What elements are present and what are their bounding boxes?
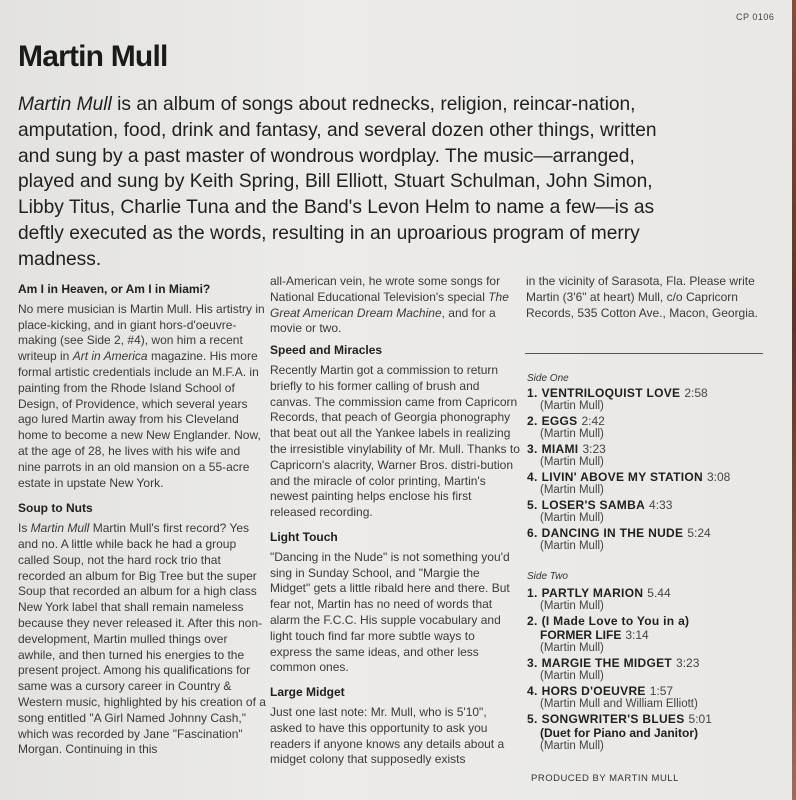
track-number: 4. xyxy=(527,470,538,484)
liner-notes-column-3 xyxy=(526,274,776,321)
intro-album-name: Martin Mull xyxy=(18,94,112,115)
track-item xyxy=(527,586,712,613)
track-item xyxy=(527,526,730,553)
track-subtitle xyxy=(527,628,712,642)
producer-credit: PRODUCED BY MARTIN MULL xyxy=(531,773,679,784)
track-number: 3. xyxy=(527,442,538,456)
paragraph-continued xyxy=(270,274,520,337)
track-title: MIAMI xyxy=(541,442,579,456)
text-span: Martin Mull's first record? Yes and no. A little while back he had a group called Soup, not the hard rock trio that recorded an album for Big Tree but the super Soup that recorded an album for a high class New York label that shall remain nameless because they never released it. After this non-development, Martin mulled things over awhile, and then turned his energies to the present project. Among his qualifications for same was a cursory career in Country & Western music, highlighted by his creation of a song entitled "A Girl Named Johnny Cash," which was recorded by Jane "Fascination" Morgan. Continuing in this xyxy=(18,521,266,757)
text-span: all-American vein, he wrote some songs for National Educational Television's special xyxy=(270,274,501,304)
track-credit: (Martin Mull) xyxy=(540,428,604,440)
paragraph-large-midget: Just one last note: Mr. Mull, who is 5'10", asked to have this opportunity to ask you readers if anyone knows any details about a midget colony that supposedly exists xyxy=(270,704,505,767)
track-duration: 2:58 xyxy=(684,386,708,400)
track-credit: (Martin Mull) xyxy=(540,670,604,682)
album-title: Martin Mull xyxy=(18,40,168,73)
track-item xyxy=(527,498,730,525)
paragraph-bio xyxy=(18,302,266,492)
track-item xyxy=(527,614,712,655)
heading-light-touch: Light Touch xyxy=(270,529,338,544)
track-credit: (Martin Mull) xyxy=(540,400,604,412)
paragraph-light-touch: "Dancing in the Nude" is not something you'd sing in Sunday School, and "Margie the Midget" gets a little ribald here and there. But fear not, Martin has no need of words that alarm the F.C.C. His supple vocabulary and light touch find far more subtle ways to express the same ideas, and other less common ones. xyxy=(270,549,510,675)
paragraph-address: in the vicinity of Sarasota, Fla. Please write Martin (3'6" at heart) Mull, c/o Capricorn Records, 535 Cotton Ave., Macon, Georgia. xyxy=(526,274,758,320)
intro-text: is an album of songs about rednecks, religion, reincar-nation, amputation, food, drink and fantasy, and several dozen other things, written and sung by a past master of wondrous wordplay. The music—arranged, played and sung by Keith Spring, Bill Elliott, Stuart Schulman, John Simon, Libby Titus, Charlie Tuna and the Band's Levon Helm to name a few—is as deftly executed as the words, resulting in an uproarious program of merry madness. xyxy=(18,94,657,270)
heading-heaven-miami: Am I in Heaven, or Am I in Miami? xyxy=(18,282,211,296)
track-title: SONGWRITER'S BLUES xyxy=(541,712,685,726)
track-duration: 2:42 xyxy=(581,414,605,428)
track-credit: (Martin Mull) xyxy=(540,740,604,752)
paragraph-commission: Recently Martin got a commission to return briefly to his former calling of brush and canvas. The commission came from Capricorn Records, that peach of Georgia phonography that beat out all the Yankee labels in realizing the irresistible vinylability of Mr. Mull. Thanks to Capricorn's alacrity, Warner Bros. distri-bution and the miracle of color printing, Martin's newest painting helps enclose his first released recording. xyxy=(270,362,520,520)
cover-edge xyxy=(792,0,796,800)
track-title: (I Made Love to You in a) xyxy=(541,614,690,628)
track-duration: 5:24 xyxy=(687,526,711,540)
album-name-italic: Martin Mull xyxy=(30,521,90,536)
track-title: PARTLY MARION xyxy=(541,586,644,600)
track-duration: 3:23 xyxy=(582,442,606,456)
track-number: 1. xyxy=(527,386,538,400)
track-number: 5. xyxy=(527,712,538,726)
heading-speed-miracles: Speed and Miracles xyxy=(270,343,383,358)
track-item xyxy=(527,656,712,683)
track-title: LIVIN' ABOVE MY STATION xyxy=(541,470,703,484)
text-span: , and for a movie or two. xyxy=(270,305,496,336)
track-credit: (Martin Mull) xyxy=(540,484,604,496)
paragraph-soup xyxy=(18,521,266,758)
track-number: 1. xyxy=(527,586,538,600)
side-one-tracklist xyxy=(527,386,730,554)
track-duration: 4:33 xyxy=(649,498,673,512)
track-credit: (Martin Mull) xyxy=(540,540,604,552)
track-subtitle-text: FORMER LIFE xyxy=(540,628,622,642)
side-two-tracklist xyxy=(527,586,712,754)
track-item xyxy=(527,414,730,441)
track-item xyxy=(527,386,730,413)
text-span: Is xyxy=(18,521,31,536)
track-credit: (Martin Mull) xyxy=(540,512,604,524)
divider-rule xyxy=(525,353,763,354)
text-span: magazine. His more formal artistic credentials include an M.F.A. in painting from the Rhode Island School of Design, of Providence, which several years ago lured Martin away from his Cleveland home to become a new New Englander. Now, at the age of 28, he lives with his wife and nine parrots in an old mansion on a 55-acre estate in upstate New York. xyxy=(18,349,261,490)
liner-notes-column-2 xyxy=(270,274,520,768)
catalog-number: CP 0106 xyxy=(736,12,775,22)
track-duration: 3:14 xyxy=(625,628,649,642)
track-duration: 1:57 xyxy=(649,684,674,698)
track-title: LOSER'S SAMBA xyxy=(541,498,646,512)
track-subtitle xyxy=(527,726,712,740)
text-span: No mere musician is Martin Mull. His artistry in place-kicking, and in giant hors-d'oeuvre-making (see Side 2, #4), won him a recent writeup in xyxy=(18,301,265,364)
intro-paragraph xyxy=(18,92,678,273)
track-number: 5. xyxy=(527,498,538,512)
side-one-label: Side One xyxy=(527,373,569,384)
track-title: HORS D'OEUVRE xyxy=(541,684,646,698)
track-credit: (Martin Mull) xyxy=(540,600,604,612)
track-title: EGGS xyxy=(541,414,578,428)
track-item xyxy=(527,470,730,497)
tv-special-title: The Great American Dream Machine xyxy=(270,289,509,320)
magazine-title: Art in America xyxy=(72,349,148,364)
track-item xyxy=(527,712,712,753)
track-credit: (Martin Mull) xyxy=(540,642,604,654)
track-title: DANCING IN THE NUDE xyxy=(541,526,684,540)
track-item xyxy=(527,684,712,711)
track-number: 2. xyxy=(527,414,538,428)
track-subtitle-text: (Duet for Piano and Janitor) xyxy=(540,726,699,740)
track-number: 3. xyxy=(527,656,538,670)
track-duration: 5.44 xyxy=(647,586,671,600)
liner-notes-column-1 xyxy=(18,282,266,758)
track-duration: 3:08 xyxy=(706,470,731,484)
heading-large-midget: Large Midget xyxy=(270,685,345,700)
track-number: 4. xyxy=(527,684,538,698)
track-number: 6. xyxy=(527,526,538,540)
track-item xyxy=(527,442,730,469)
side-two-label: Side Two xyxy=(527,571,568,582)
track-title: VENTRILOQUIST LOVE xyxy=(541,386,681,400)
track-duration: 5:01 xyxy=(688,712,712,726)
track-number: 2. xyxy=(527,614,538,628)
track-title: MARGIE THE MIDGET xyxy=(541,656,673,670)
track-credit: (Martin Mull) xyxy=(540,456,604,468)
track-duration: 3:23 xyxy=(676,656,700,670)
heading-soup-to-nuts: Soup to Nuts xyxy=(18,501,93,516)
track-credit: (Martin Mull and William Elliott) xyxy=(540,698,698,710)
